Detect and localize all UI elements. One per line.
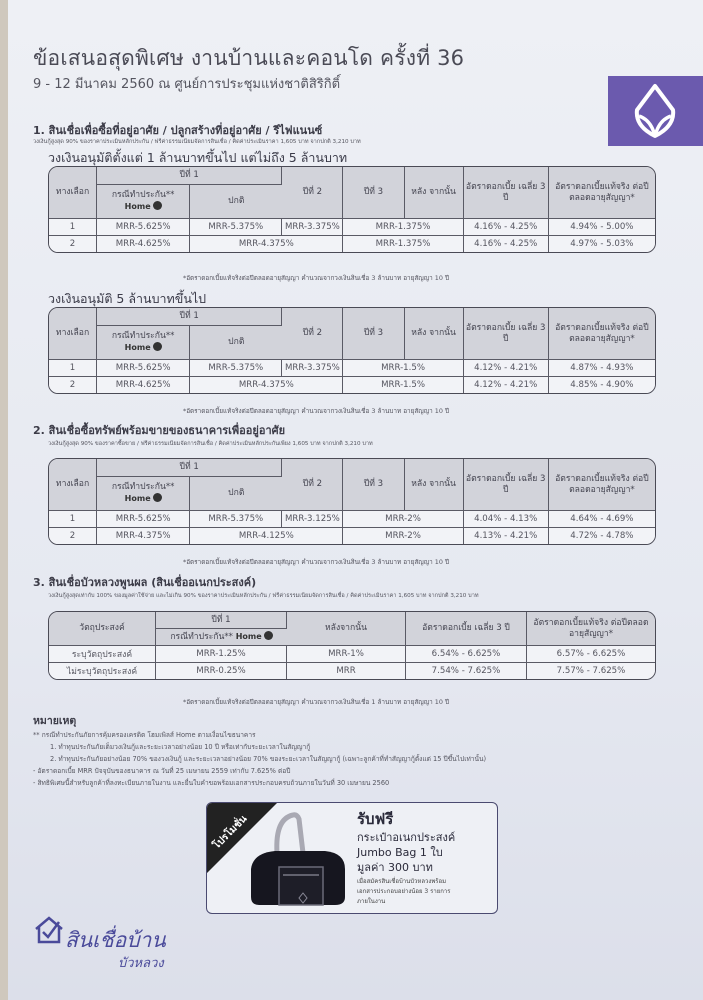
col-year2: ปีที่ 2 [282,459,343,511]
col-year1: ปีที่ 1 [97,308,282,326]
col-after: หลังจากนั้น [287,612,406,646]
cell-after: MRR-1.5% [343,377,463,393]
promo-box [206,802,498,914]
cell-home: MRR-5.625% [97,360,190,377]
bank-logo [608,76,703,146]
remarks-heading: หมายเหตุ [33,715,77,727]
home-badge: Home [235,632,262,641]
section3-footnote: *อัตราดอกเบี้ยแท้จริงต่อปีตลอดอายุสัญญา คำนวณจากวงเงินสินเชื่อ 1 ล้านบาท อายุสัญญา 10 ปี [183,698,450,706]
cell-after: MRR [287,663,406,679]
home-badge-icon [153,201,162,210]
section2-title: 2. สินเชื่อซื้อทรัพย์พร้อมขายของธนาคารเพื่ออยู่อาศัย [33,424,286,437]
cell-normal: MRR-5.375% [190,219,282,236]
cell-avg: 6.54% - 6.625% [406,646,527,663]
col-home: กรณีทำประกัน** Home [97,326,190,360]
cell-after: MRR-1.375% [343,219,463,236]
table-b-footnote: *อัตราดอกเบี้ยแท้จริงต่อปีตลอดอายุสัญญา คำนวณจากวงเงินสินเชื่อ 3 ล้านบาท อายุสัญญา 10 ปี [183,407,450,415]
col-year3: ปีที่ 3 [343,308,404,360]
col-avg: อัตราดอกเบี้ย เฉลี่ย 3 ปี [406,612,527,646]
rate-table-a [48,166,656,253]
rate-table-2 [48,458,656,545]
cell-avg: 4.16% - 4.25% [464,236,549,252]
section3-title: 3. สินเชื่อบัวหลวงพูนผล (สินเชื่ออเนกประสงค์) [33,576,257,589]
table-row [49,377,655,393]
cell-avg: 7.54% - 7.625% [406,663,527,679]
table-row [49,219,655,236]
cell-home: MRR-5.625% [97,219,190,236]
brand-bank-name: บัวหลวง [118,956,164,971]
promo-condition: ภายในงาน [357,898,386,905]
cell-eff: 4.64% - 4.69% [549,511,655,528]
col-normal: ปกติ [190,326,282,360]
rate-table-3 [48,611,656,680]
cell-option: 1 [49,219,97,236]
cell-option: 2 [49,377,97,393]
table-a-footnote: *อัตราดอกเบี้ยแท้จริงต่อปีตลอดอายุสัญญา คำนวณจากวงเงินสินเชื่อ 3 ล้านบาท อายุสัญญา 10 ปี [183,274,450,282]
cell-home: MRR-4.625% [97,236,190,252]
col-option: ทางเลือก [49,308,97,360]
cell-year2: MRR-3.375% [282,219,343,236]
table-row [49,528,655,544]
cell-purpose: ระบุวัตถุประสงค์ [49,646,156,663]
col-year2: ปีที่ 2 [282,167,343,219]
col-eff: อัตราดอกเบี้ยแท้จริง ต่อปีตลอดอายุสัญญา* [549,459,655,511]
cell-home: MRR-1.25% [156,646,287,663]
remark-item: - อัตราดอกเบี้ย MRR ปัจจุบันของธนาคาร ณ วันที่ 25 เมษายน 2559 เท่ากับ 7.625% ต่อปี [33,767,291,775]
cell-home: MRR-4.625% [97,377,190,393]
home-badge: Home [124,202,151,211]
section3-note: วงเงินกู้สูงสุดเท่ากับ 100% ของมูลค่าใช้จ่าย และไม่เกิน 90% ของราคาประเมินหลักประกัน / ฟรีค่าธรรมเนียมจัดการสินเชื่อ / คิดค่าประเมินราคา 1,605 บาท จากปกติ 3,210 บาท [48,593,479,599]
event-date-venue: 9 - 12 มีนาคม 2560 ณ ศูนย์การประชุมแห่งชาติสิริกิติ์ [33,77,341,92]
cell-home: MRR-5.625% [97,511,190,528]
remark-item: 2. ทำทุนประกันภัยอย่างน้อย 70% ของวงเงินกู้ และระยะเวลาอย่างน้อย 70% ของระยะเวลาในสัญญากู้ (เฉพาะลูกค้าที่ทำสัญญากู้ตั้งแต่ 15 ปีขึ้นไปเท่านั้น) [50,755,487,763]
home-badge-icon [153,493,162,502]
cell-eff: 4.85% - 4.90% [549,377,655,393]
cell-normal-year2: MRR-4.125% [190,528,343,544]
cell-year2: MRR-3.125% [282,511,343,528]
cell-eff: 4.97% - 5.03% [549,236,655,252]
cell-option: 2 [49,236,97,252]
table-a-heading: วงเงินอนุมัติตั้งแต่ 1 ล้านบาทขึ้นไป แต่ไม่ถึง 5 ล้านบาท [48,150,348,165]
cell-home: MRR-0.25% [156,663,287,679]
promo-condition: เมื่อสมัครสินเชื่อบ้านบัวหลวงพร้อม [357,878,447,885]
cell-normal: MRR-5.375% [190,360,282,377]
col-year1: ปีที่ 1 [97,459,282,477]
col-year1: ปีที่ 1 [156,612,287,629]
cell-after: MRR-1% [287,646,406,663]
table-row [49,236,655,252]
cell-eff: 4.72% - 4.78% [549,528,655,544]
cell-eff: 7.57% - 7.625% [527,663,655,679]
col-home: กรณีทำประกัน** Home [97,185,190,219]
col-eff: อัตราดอกเบี้ยแท้จริง ต่อปีตลอดอายุสัญญา* [527,612,655,646]
col-year2: ปีที่ 2 [282,308,343,360]
cell-home: MRR-4.375% [97,528,190,544]
cell-normal-year2: MRR-4.375% [190,236,343,252]
cell-purpose: ไม่ระบุวัตถุประสงค์ [49,663,156,679]
col-normal: ปกติ [190,477,282,511]
col-avg: อัตราดอกเบี้ย เฉลี่ย 3 ปี [464,167,549,219]
cell-eff: 6.57% - 6.625% [527,646,655,663]
cell-year2: MRR-3.375% [282,360,343,377]
table-b-heading: วงเงินอนุมัติ 5 ล้านบาทขึ้นไป [48,291,207,306]
col-year1: ปีที่ 1 [97,167,282,185]
table-row [49,646,655,663]
col-avg: อัตราดอกเบี้ย เฉลี่ย 3 ปี [464,459,549,511]
cell-normal: MRR-5.375% [190,511,282,528]
cell-after: MRR-1.5% [343,360,463,377]
cell-eff: 4.94% - 5.00% [549,219,655,236]
home-badge: Home [124,343,151,352]
promo-item-qty: Jumbo Bag 1 ใบ [357,846,443,859]
col-avg: อัตราดอกเบี้ย เฉลี่ย 3 ปี [464,308,549,360]
col-home: กรณีทำประกัน** Home [156,629,287,646]
section2-footnote: *อัตราดอกเบี้ยแท้จริงต่อปีตลอดอายุสัญญา คำนวณจากวงเงินสินเชื่อ 3 ล้านบาท อายุสัญญา 10 ปี [183,558,450,566]
table-row [49,663,655,679]
col-year3: ปีที่ 3 [343,167,404,219]
cell-eff: 4.87% - 4.93% [549,360,655,377]
page-title: ข้อเสนอสุดพิเศษ งานบ้านและคอนโด ครั้งที่ 36 [33,46,465,70]
table-row [49,360,655,377]
section1-title: 1. สินเชื่อเพื่อซื้อที่อยู่อาศัย / ปลูกสร้างที่อยู่อาศัย / รีไฟแนนซ์ [33,124,323,137]
col-option: ทางเลือก [49,459,97,511]
col-year3: ปีที่ 3 [343,459,404,511]
promo-free: รับฟรี [357,810,394,828]
lotus-icon [631,82,679,140]
cell-avg: 4.12% - 4.21% [464,360,549,377]
cell-after: MRR-2% [343,511,463,528]
remark-item: ** กรณีทำประกันภัยการคุ้มครองเครดิต โฮมเพิลส์ Home ตามเงื่อนไขธนาคาร [33,731,256,739]
cell-avg: 4.12% - 4.21% [464,377,549,393]
table-row [49,511,655,528]
col-home: กรณีทำประกัน** Home [97,477,190,511]
home-badge-icon [264,631,273,640]
cell-avg: 4.13% - 4.21% [464,528,549,544]
flyer-page [8,0,703,1000]
section2-note: วงเงินกู้สูงสุด 90% ของราคาซื้อขาย / ฟรีค่าธรรมเนียมจัดการสินเชื่อ / คิดค่าประเมินหลักประกันเพียง 1,605 บาท จากปกติ 3,210 บาท [48,441,373,447]
col-normal: ปกติ [190,185,282,219]
section1-note: วงเงินกู้สูงสุด 90% ของราคาประเมินหลักประกัน / ฟรีค่าธรรมเนียมจัดการสินเชื่อ / คิดค่าประเมินราคา 1,605 บาท จากปกติ 3,210 บาท [33,139,361,145]
cell-avg: 4.04% - 4.13% [464,511,549,528]
rate-table-b [48,307,656,394]
cell-option: 1 [49,511,97,528]
cell-option: 1 [49,360,97,377]
cell-avg: 4.16% - 4.25% [464,219,549,236]
cell-after: MRR-1.375% [343,236,463,252]
house-check-icon [33,914,65,946]
col-purpose: วัตถุประสงค์ [49,612,156,646]
col-after: หลัง จากนั้น [405,459,464,511]
promo-ribbon-label: โปรโมชั่น [211,813,250,852]
promo-item: กระเป๋าอเนกประสงค์ [357,831,456,844]
home-badge: Home [124,494,151,503]
bag-icon [245,809,351,909]
home-badge-icon [153,342,162,351]
col-after: หลัง จากนั้น [405,308,464,360]
col-eff: อัตราดอกเบี้ยแท้จริง ต่อปีตลอดอายุสัญญา* [549,308,655,360]
cell-after: MRR-2% [343,528,463,544]
cell-option: 2 [49,528,97,544]
promo-value: มูลค่า 300 บาท [357,861,433,874]
col-after: หลัง จากนั้น [405,167,464,219]
cell-normal-year2: MRR-4.375% [190,377,343,393]
remark-item: 1. ทำทุนประกันภัยเต็มวงเงินกู้และระยะเวลาอย่างน้อย 10 ปี หรือเท่ากับระยะเวลาในสัญญากู้ [50,743,311,751]
col-eff: อัตราดอกเบี้ยแท้จริง ต่อปีตลอดอายุสัญญา* [549,167,655,219]
brand-product-name: สินเชื่อบ้าน [65,928,166,952]
col-option: ทางเลือก [49,167,97,219]
promo-condition: เอกสารประกอบอย่างน้อย 3 รายการ [357,888,451,895]
remark-item: - สิทธิพิเศษนี้สำหรับลูกค้าที่ลงทะเบียนภายในงาน และยื่นใบคำขอพร้อมเอกสารประกอบครบถ้วนภายในวันที่ 30 เมษายน 2560 [33,779,390,787]
